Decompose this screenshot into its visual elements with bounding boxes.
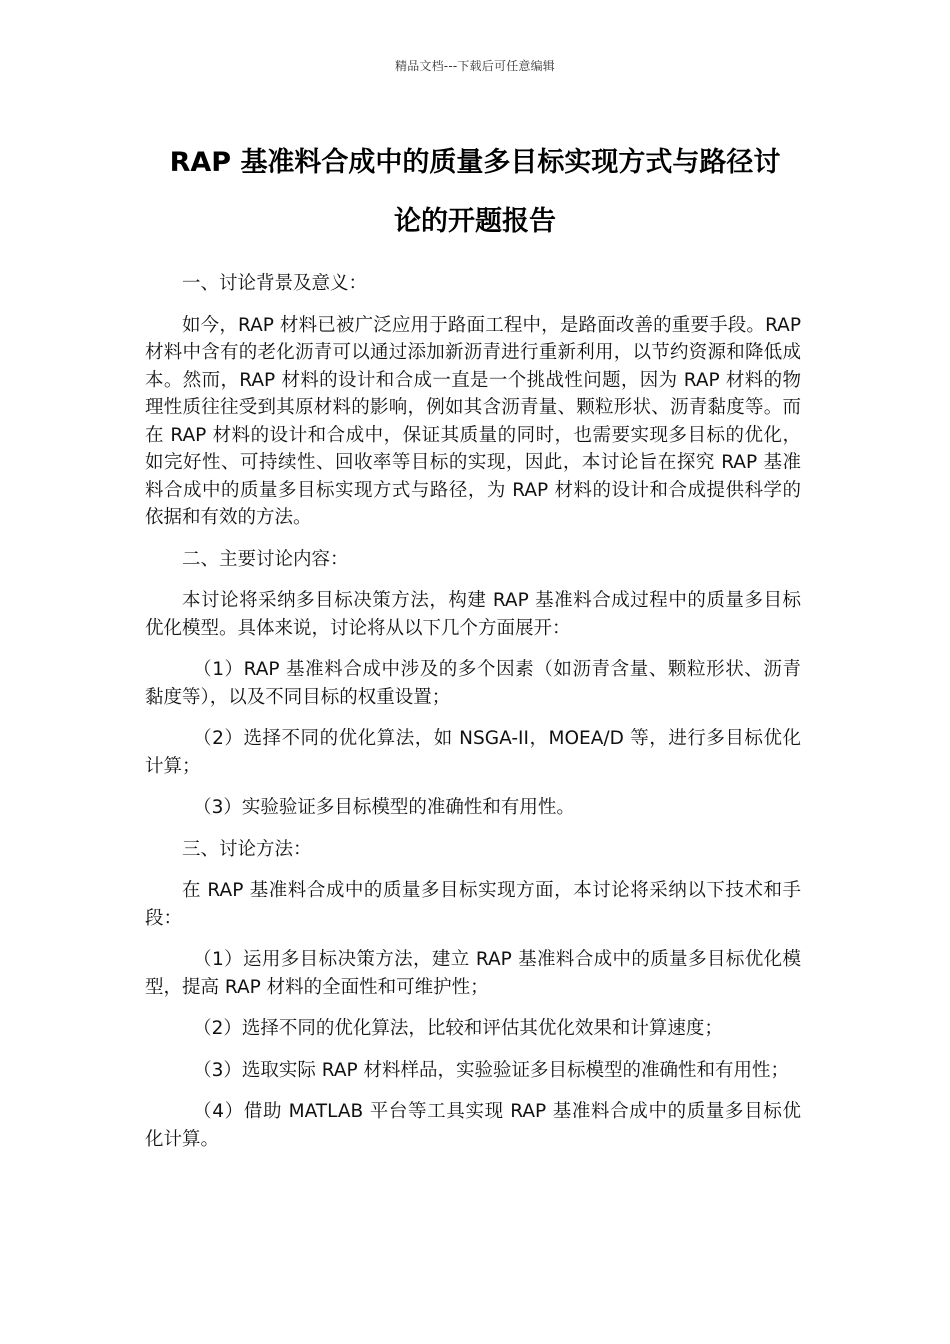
section-heading-main-content: 二、主要讨论内容： [182, 548, 349, 570]
list-item: （3）实验验证多目标模型的准确性和有用性。 [193, 797, 575, 818]
title-line-2: 论的开题报告 [394, 206, 556, 237]
paragraph-methods-intro: 在 RAP 基准料合成中的质量多目标实现方面，本讨论将采纳以下技术和手段： [145, 880, 801, 929]
title-line-1: RAP 基准料合成中的质量多目标实现方式与路径讨 [169, 147, 781, 178]
header-note: 精品文档---下载后可任意编辑 [395, 59, 555, 73]
section-heading-methods: 三、讨论方法： [182, 838, 312, 860]
list-item: （1）运用多目标决策方法，建立 RAP 基准料合成中的质量多目标优化模型，提高 RAP 材料的全面性和可维护性； [145, 949, 801, 998]
paragraph-main-content-intro: 本讨论将采纳多目标决策方法，构建 RAP 基准料合成过程中的质量多目标优化模型。具体来说，讨论将从以下几个方面展开： [145, 590, 801, 639]
document-body [145, 270, 801, 1167]
list-item: （3）选取实际 RAP 材料样品，实验验证多目标模型的准确性和有用性； [193, 1059, 790, 1081]
list-item: （1）RAP 基准料合成中涉及的多个因素（如沥青含量、颗粒形状、沥青黏度等），以及不同目标的权重设置； [145, 659, 801, 708]
list-item: （4）借助 MATLAB 平台等工具实现 RAP 基准料合成中的质量多目标优化计算。 [145, 1101, 801, 1150]
section-heading-background: 一、讨论背景及意义： [182, 273, 368, 294]
list-item: （2）选择不同的优化算法，比较和评估其优化效果和计算速度； [193, 1018, 723, 1039]
paragraph-background: 如今，RAP 材料已被广泛应用于路面工程中，是路面改善的重要手段。RAP 材料中含有的老化沥青可以通过添加新沥青进行重新利用，以节约资源和降低成本。然而，RAP 材料的设计和合成一直是一个挑战性问题，因为 RAP 材料的物理性质往往受到其原材料的影响，例如其含沥青量、颗粒形状、沥青黏度等。而在 RAP 材料的设计和合成中，保证其质量的同时，也需要实现多目标的优化，如完好性、可持续性、回收率等目标的实现，因此，本讨论旨在探究 RAP 基准料合成中的质量多目标实现方式与路径，为 RAP 材料的设计和合成提供科学的依据和有效的方法。 [145, 314, 801, 528]
list-item: （2）选择不同的优化算法，如 NSGA-II，MOEA/D 等，进行多目标优化计算； [145, 728, 801, 777]
document-title [145, 133, 805, 251]
